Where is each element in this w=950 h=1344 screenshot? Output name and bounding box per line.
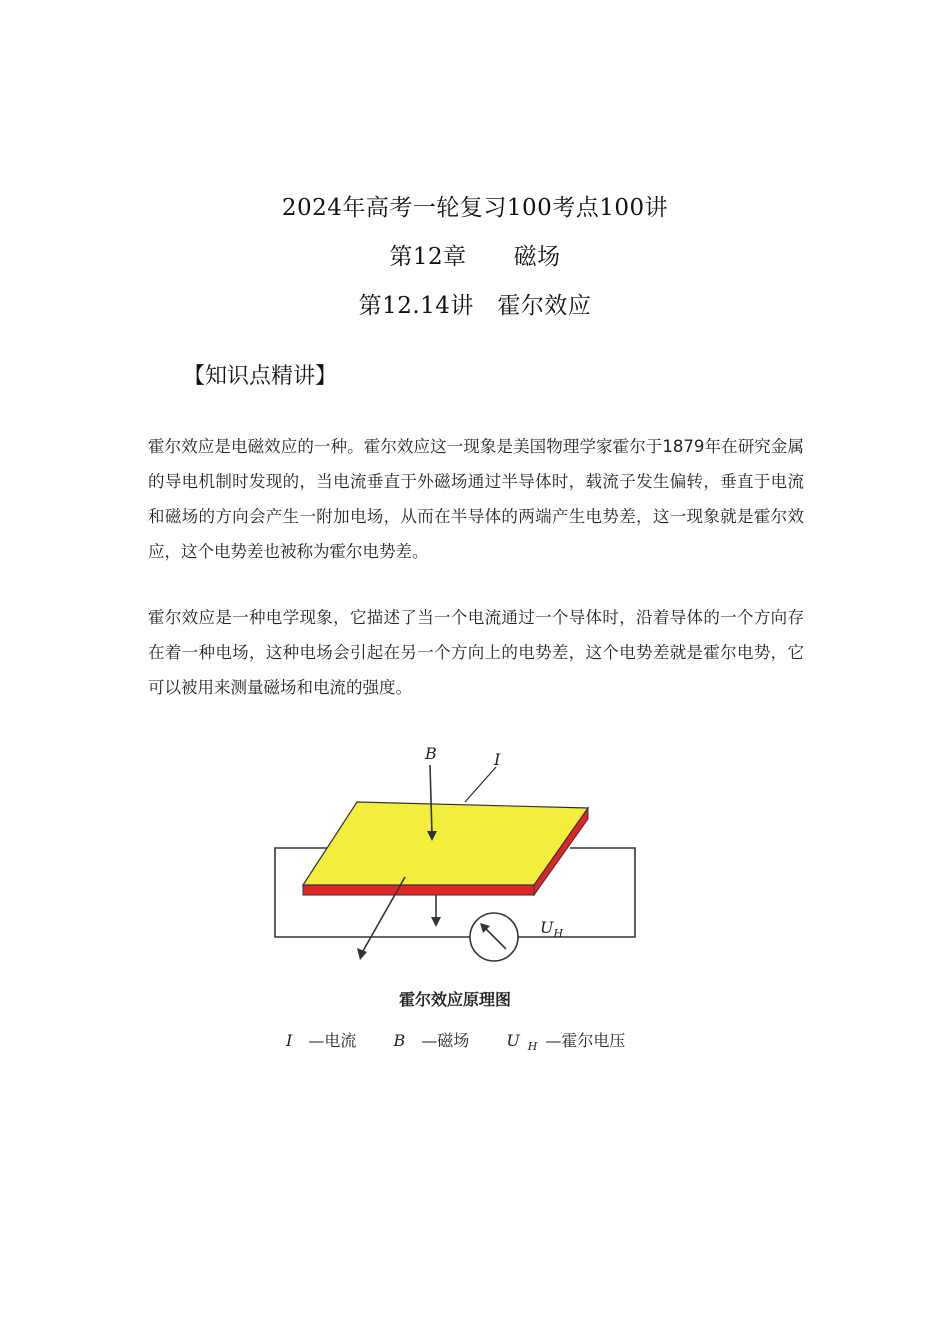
current-pointer [465,767,496,802]
paragraph-description: 霍尔效应是一种电学现象，它描述了当一个电流通过一个导体时，沿着导体的一个方向存在着一种电场，这种电场会引起在另一个方向上的电势差，这个电势差就是霍尔电势，它可以被用来测量磁场和电流的强度。 [148,608,804,697]
document-title: 2024年高考一轮复习100考点100讲 [281,195,669,221]
label-current: I [494,750,501,769]
lecture-title: 第12.14讲 霍尔效应 [358,293,592,319]
section-heading: 【知识点精讲】 [183,364,338,389]
chapter-title: 第12章 磁场 [389,244,561,270]
figure-legend [270,1028,640,1053]
magnetic-field-arrowhead-lower [431,917,441,927]
current-arrowhead [357,948,367,960]
paragraph-intro: 霍尔效应是电磁效应的一种。霍尔效应这一现象是美国物理学家霍尔于1879年在研究金属的导电机制时发现的，当电流垂直于外磁场通过半导体时，载流子发生偏转，垂直于电流和磁场的方向会产生一附加电场，从而在半导体的两端产生电势差，这一现象就是霍尔效应，这个电势差也被称为霍尔电势差。 [148,437,804,561]
legend-hall-voltage: U $_H$ —霍尔电压 [506,1031,626,1054]
hall-effect-diagram [270,735,640,975]
label-magnetic-field: B [425,744,437,763]
legend-magnetic-field: B —磁场 [393,1031,470,1050]
figure-caption: 霍尔效应原理图 [398,990,511,1009]
legend-current: I —电流 [286,1031,357,1050]
hall-effect-figure [270,735,640,1065]
label-hall-voltage: $U_H$ [540,918,564,940]
plate-front-side [303,885,534,895]
